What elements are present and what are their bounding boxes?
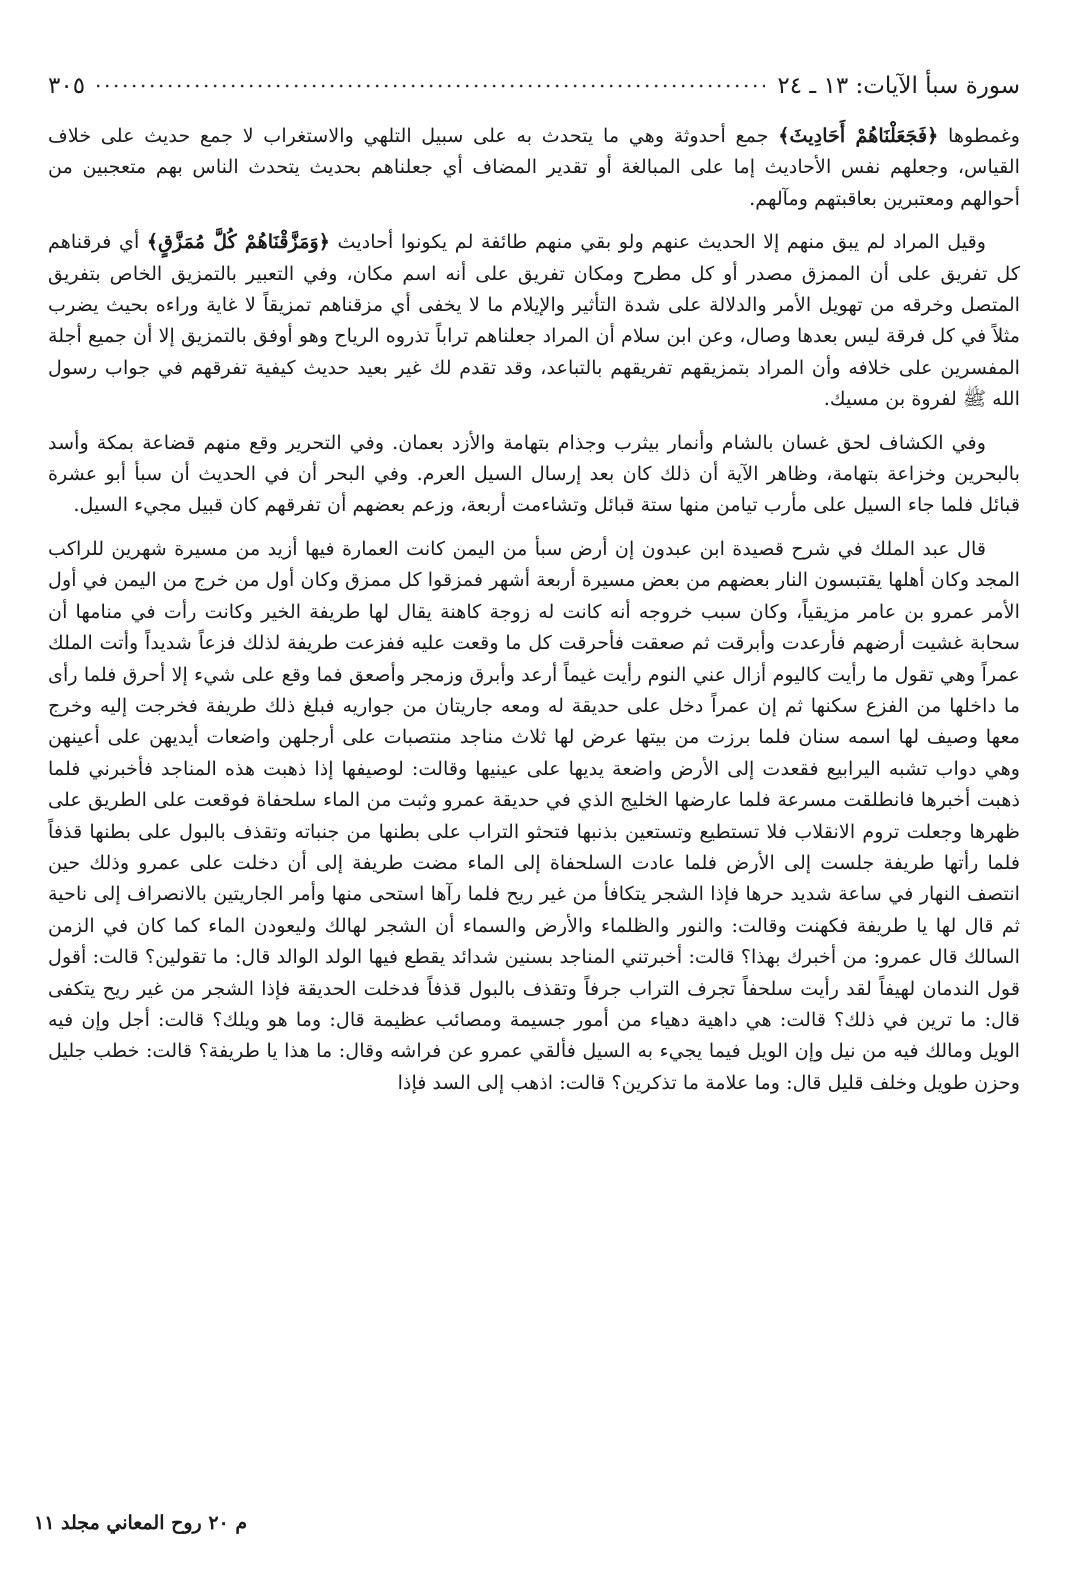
page-number: ٣٠٥ [48, 73, 86, 99]
paragraph-text: أي فرقناهم كل تفريق على أن الممزق مصدر أو كل مطرح ومكان تفريق على أنه اسم مكان، وفي التعبير بالتمزيق الخاص بتفريق المتصل وخرقه من تهويل الأمر والدلالة على شدة التأثير والإيلام ما لا يخفى أي مزقناهم تمزيقاً لا غاية وراءه بحيث يضرب مثلاً في كل فرقة ليس بعدها وصال، وعن ابن سلام أن المراد جعلناهم تراباً تذروه الرياح وهو أوفق بالتمزيق إلا أن جميع أجلة المفسرين على خلافه وأن المراد بتمزيقهم تفريقهم بالتباعد، وقد تقدم لك غير بعيد حديث كيفية تفرقهم في جواب رسول الله ﷺ لفروة بن مسيك. [48, 230, 1020, 411]
paragraph: وفي الكشاف لحق غسان بالشام وأنمار بيثرب وجذام بتهامة والأزد بعمان. وفي التحرير وقع منهم قضاعة بمكة وأسد بالبحرين وخزاعة بتهامة، وظاهر الآية أن ذلك كان بعد إرسال السيل العرم. وفي البحر أن في الحديث أن سبأ أبو عشرة قبائل فلما جاء السيل على مأرب تيامن منها ستة قبائل وتشاءمت أربعة، وزعم بعضهم أن تفرقهم كان قبيل مجيء السيل. [48, 430, 1020, 517]
paragraph-text: وقيل المراد لم يبق منهم إلا الحديث عنهم ولو بقي منهم طائفة لم يكونوا أحاديث [329, 230, 987, 254]
paragraph: قال عبد الملك في شرح قصيدة ابن عبدون إن أرض سبأ من اليمن كانت العمارة فيها أزيد من مسيرة شهرين للراكب المجد وكان أهلها يقتبسون النار بعضهم من بعض مسيرة أربعة أشهر فمزقوا كل ممزق وكان أول من خرج من اليمن في أول الأمر عمرو بن عامر مزيقياً، وكان سبب خروجه أنه كانت له زوجة كاهنة يقال لها طريفة الخير وكانت رأت في منامها أن سحابة غشيت أرضهم فأرعدت وأبرقت ثم صعقت فأحرقت كل ما وقعت عليه ففزعت طريفة لذلك فزعاً شديداً وأتت الملك عمراً وهي تقول ما رأيت كاليوم أزال عني النوم رأيت غيماً أرعد وأبرق وزمجر وأصعق فما وقع على شيء إلا أحرق فلما رأى ما داخلها من الفزع سكنها ثم إن عمراً دخل على حديقة له ومعه جاريتان من جواريه فبلغ ذلك طريفة فخرجت إليه وخرج معها وصيف لها اسمه سنان فلما برزت من بيتها عرض لها ثلاث مناجد منتصبات على أرجلهن واضعات أيديهن على أعينهن وهي دواب تشبه اليرابيع فقعدت إلى الأرض واضعة يديها على عينيها وقالت: لوصيفها إذا ذهبت هذه المناجد فأخبرني فلما ذهبت أخبرها فانطلقت مسرعة فلما عارضها الخليج الذي في حديقة عمرو وثبت من الماء سلحفاة فوقعت على الطريق على ظهرها وجعلت تروم الانقلاب فلا تستطيع وتستعين بذنبها فتحثو التراب على بطنها من جنباته وتقذف بالبول على بطنها قذفاً فلما رأتها طريفة جلست إلى الأرض فلما عادت السلحفاة إلى الماء مضت طريفة إلى أن دخلت على عمرو وذلك حين انتصف النهار في ساعة شديد حرها فإذا الشجر يتكافأ من غير ريح فلما رآها استحى منها وأمر الجاريتين بالانصراف إلى ناحية ثم قال لها يا طريفة فكهنت وقالت: والنور والظلماء والأرض والسماء أن الشجر لهالك وليعودن الماء كما كان في الزمن السالك قال عمرو: من أخبرك بهذا؟ قالت: أخبرتني المناجد بسنين شدائد يقطع فيها الولد الوالد قال: ما تقولين؟ قالت: أقول قول الندمان لهيفاً لقد رأيت سلحفاً تجرف التراب جرفاً وتقذف بالبول قذفاً فدخلت الحديقة فإذا الشجر من غير ريح يتكفى قال: ما ترين في ذلك؟ قالت: هي داهية دهياء من أمور جسيمة ومصائب عظيمة قال: وما هو ويلك؟ قالت: أجل وإن فيه الويل ومالك فيه من نيل وإن الويل فيما يجيء به السيل فألقي عمرو عن فراشه وقال: ما هذا يا طريفة؟ قالت: خطب جليل وحزن طويل وخلف قليل قال: وما علامة ما تذكرين؟ قالت: اذهب إلى السد فإذا [48, 536, 1020, 1094]
running-header [48, 62, 1020, 110]
paragraph-text: جمع أحدوثة وهي ما يتحدث به على سبيل التلهي والاستغراب لا جمع حديث على خلاف القياس، وجعلهم نفس الأحاديث إما على المبالغة أو تقدير المضاف أي جعلناهم بحديث يتحدث الناس بهم متعجبين من أحوالهم ومعتبرين بعاقبتهم ومآلهم. [48, 124, 1020, 210]
paragraph [48, 120, 1020, 214]
quran-verse: ﴿وَمَزَّقْنَاهُمْ كُلَّ مُمَزَّقٍ﴾ [146, 230, 330, 254]
surah-title: سورة سبأ الآيات: ١٣ ـ ٢٤ [777, 73, 1020, 99]
footer-signature: م ٢٠ روح المعاني مجلد ١١ [34, 1512, 248, 1534]
page [48, 62, 1020, 1098]
quran-verse: ﴿فَجَعَلْنَاهُمْ أَحَادِيثَ﴾ [778, 124, 939, 147]
dotted-leader [97, 71, 765, 101]
paragraph-text: وغمطوها [938, 124, 1021, 147]
paragraph [48, 226, 1020, 414]
